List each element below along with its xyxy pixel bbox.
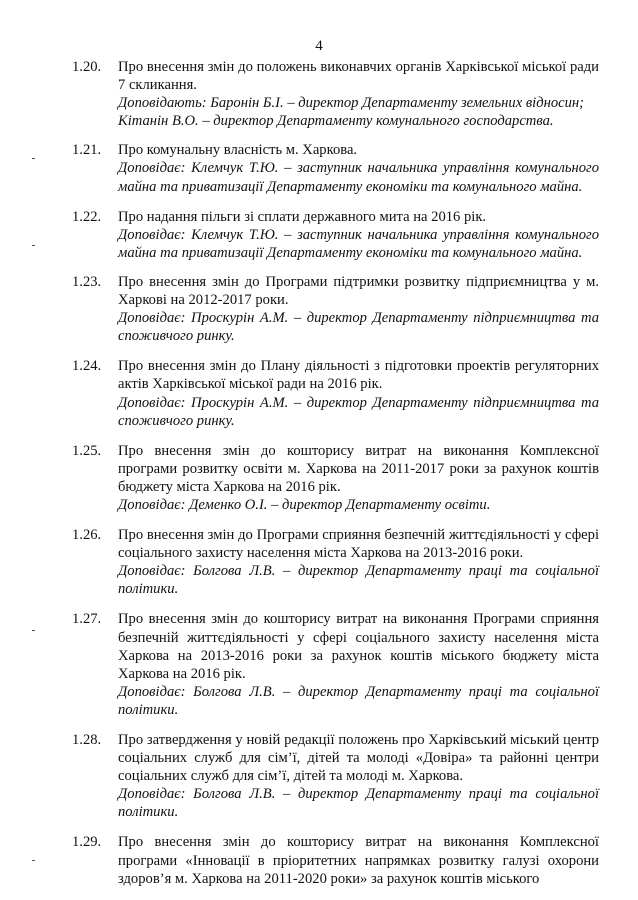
item-title: Про внесення змін до кошторису витрат на виконання Комплексної програми розвитку освіти м. Харкова на 2011-2017 роки за рахунок коштів бюджету міста Харкова на 2016 рік. xyxy=(118,442,599,495)
agenda-item xyxy=(72,833,599,887)
agenda-item xyxy=(72,58,599,130)
item-title: Про затвердження у новій редакції положень про Харківський міський центр соціальних служб для сім’ї, дітей та молоді «Довіра» та районні центри соціальних служб для сім’ї, дітей та молоді м. Харкова. xyxy=(118,732,599,785)
agenda-item xyxy=(72,141,599,195)
item-body xyxy=(118,442,599,514)
item-body xyxy=(118,208,599,262)
item-reporter: Доповідає: Болгова Л.В. – директор Департаменту праці та соціальної політики. xyxy=(118,786,599,821)
agenda-item xyxy=(72,273,599,345)
item-number: 1.22. xyxy=(72,208,102,225)
item-reporter: Доповідає: Проскурін А.М. – директор Департаменту підприємництва та споживчого ринку. xyxy=(118,394,599,429)
item-number: 1.27. xyxy=(72,611,102,628)
agenda-item xyxy=(72,731,599,821)
item-body xyxy=(118,610,599,719)
item-number: 1.21. xyxy=(72,142,102,159)
agenda-item xyxy=(72,442,599,514)
item-body xyxy=(118,526,599,598)
item-reporter: Кітанін В.О. – директор Департаменту комунального господарства. xyxy=(118,113,554,130)
agenda-item xyxy=(72,357,599,429)
item-reporter: Доповідає: Болгова Л.В. – директор Департаменту праці та соціальної політики. xyxy=(118,563,599,598)
item-title: Про внесення змін до положень виконавчих органів Харківської міської ради 7 скликання. xyxy=(118,59,599,94)
agenda-item xyxy=(72,526,599,598)
item-reporter: Доповідає: Клемчук Т.Ю. – заступник начальника управління комунального майна та приватизації Департаменту економіки та комунального майна. xyxy=(118,226,599,261)
item-reporter: Доповідає: Проскурін А.М. – директор Департаменту підприємництва та споживчого ринку. xyxy=(118,310,599,345)
item-body xyxy=(118,833,599,887)
item-body xyxy=(118,58,599,130)
item-number: 1.26. xyxy=(72,527,102,544)
item-number: 1.23. xyxy=(72,273,102,290)
item-number: 1.25. xyxy=(72,442,102,459)
item-reporter: Доповідає: Болгова Л.В. – директор Департаменту праці та соціальної політики. xyxy=(118,683,599,718)
agenda-item xyxy=(72,610,599,719)
item-reporter: Доповідає: Деменко О.І. – директор Департаменту освіти. xyxy=(118,496,491,513)
agenda-item xyxy=(72,208,599,262)
item-reporter: Доповідає: Клемчук Т.Ю. – заступник начальника управління комунального майна та приватизації Департаменту економіки та комунального майна. xyxy=(118,160,599,195)
agenda-list xyxy=(0,58,638,888)
item-body xyxy=(118,357,599,429)
item-title: Про надання пільги зі сплати державного мита на 2016 рік. xyxy=(118,208,487,225)
item-body xyxy=(118,141,599,195)
item-title: Про внесення змін до кошторису витрат на виконання Програми сприяння безпечній життєдіяльності у сфері соціального захисту населення міста Харкова на 2013-2016 роки за рахунок коштів міського бюджету міста Харкова на 2016 рік. xyxy=(118,611,599,682)
item-number: 1.24. xyxy=(72,358,102,375)
item-number: 1.28. xyxy=(72,732,102,748)
item-title: Про внесення змін до Програми підтримки розвитку підприємництва у м. Харкові на 2012-2017 роки. xyxy=(118,273,599,309)
item-title: Про внесення змін до Програми сприяння безпечній життєдіяльності у сфері соціального захисту населення міста Харкова на 2013-2016 роки. xyxy=(118,527,599,562)
item-body xyxy=(118,273,599,345)
item-title: Про внесення змін до кошторису витрат на виконання Комплексної програми «Інновації в пріоритетних напрямках розвитку галузі охорони здоров’я м. Харкова на 2011-2020 роки» за рахунок коштів міського xyxy=(118,834,599,887)
item-body xyxy=(118,731,599,821)
page-number: 4 xyxy=(315,38,323,54)
item-title: Про комунальну власність м. Харкова. xyxy=(118,142,358,159)
item-reporter: Доповідають: Баронін Б.І. – директор Департаменту земельних відносин; xyxy=(118,95,585,112)
item-title: Про внесення змін до Плану діяльності з підготовки проектів регуляторних актів Харківської міської ради на 2016 рік. xyxy=(118,358,599,393)
item-number: 1.29. xyxy=(72,834,102,851)
item-number: 1.20. xyxy=(72,59,102,75)
